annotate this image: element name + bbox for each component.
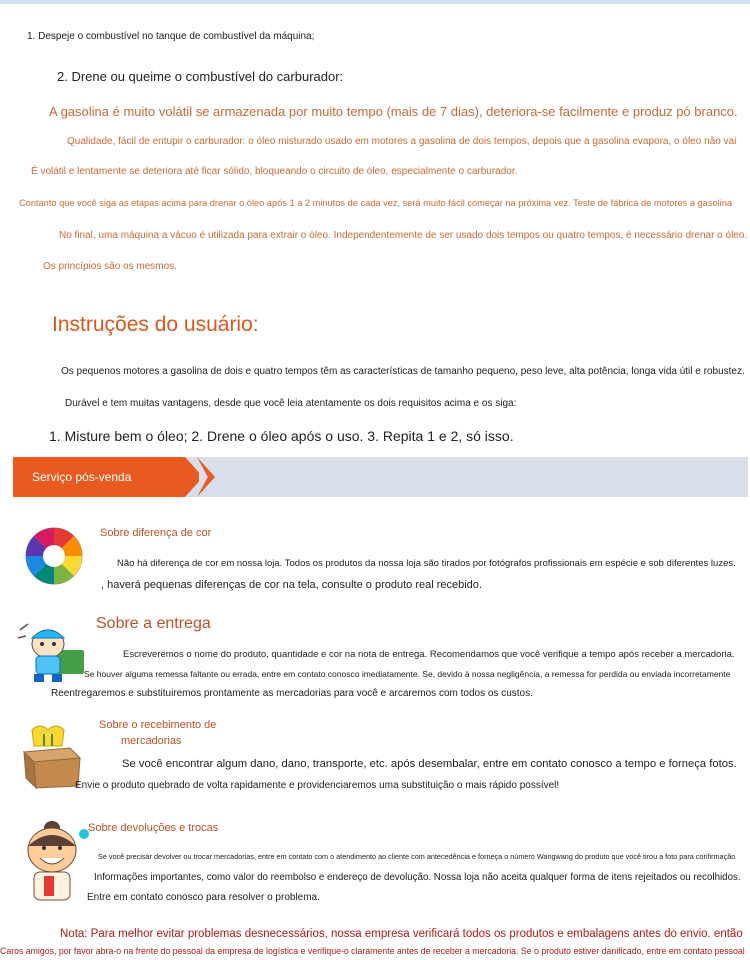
returns-section-text-1: Se você precisar devolver ou trocar mercadorias, entre em contato com o atendimento ao cliente com antecedência e forneça o número Wangwang do produto que você tirou a foto para confirmação: [98, 852, 736, 861]
color-section-title: Sobre diferença de cor: [100, 527, 212, 539]
instructions-summary: 1. Misture bem o óleo; 2. Drene o óleo após o uso. 3. Repita 1 e 2, só isso.: [49, 428, 514, 444]
intro-line-1: Qualidade, fácil de entupir o carburador: o óleo misturado usado em motores a gasolina de dois tempos, depois que a gasolina evapora, o óleo não vai: [67, 136, 737, 147]
returns-section-text-2: Informações importantes, como valor do reembolso e endereço de devolução. Nossa loja não aceita qualquer forma de itens rejeitados ou recolhidos.: [94, 872, 741, 883]
delivery-section-text-2: Se houver alguma remessa faltante ou errada, entre em contato conosco imediatamente. Se, devido à nossa negligência, a remessa for perdida ou enviada incorretamente: [84, 669, 731, 679]
color-section-text-2: , haverá pequenas diferenças de cor na tela, consulte o produto real recebido.: [101, 579, 482, 591]
service-character-icon: [16, 818, 92, 904]
volatility-warning: A gasolina é muito volátil se armazenada por muito tempo (mais de 7 dias), deteriora-se facilmente e produz pó branco.: [49, 104, 738, 119]
intro-line-5: Os princípios são os mesmos.: [43, 261, 177, 272]
package-box-icon: [14, 724, 84, 790]
instructions-line-2: Durável e tem muitas vantagens, desde que você leia atentamente os dois requisitos acima e os siga:: [65, 398, 517, 409]
intro-line-2: É volátil e lentamente se deteriora até ficar sólido, bloqueando o circuito de óleo, especialmente o carburador.: [31, 166, 518, 177]
delivery-section-text-1: Escreveremos o nome do produto, quantidade e cor na nota de entrega. Recomendamos que você verifique a tempo após receber a mercadoria.: [123, 649, 735, 660]
instructions-line-1: Os pequenos motores a gasolina de dois e quatro tempos têm as características de tamanho pequeno, peso leve, alta potência, longa vida útil e robustez.: [61, 366, 745, 377]
step-2-heading: 2. Drene ou queime o combustível do carburador:: [57, 69, 344, 84]
receipt-section-text-2: Envie o produto quebrado de volta rapidamente e providenciaremos uma substituição o mais rápido possível!: [75, 780, 560, 791]
after-sales-banner: [13, 457, 748, 497]
returns-section-title: Sobre devoluções e trocas: [88, 822, 219, 834]
note-line-1: Nota: Para melhor evitar problemas desnecessários, nossa empresa verificará todos os produtos e embalagens antes do envio. então: [60, 928, 743, 940]
instructions-title: Instruções do usuário:: [52, 313, 259, 336]
intro-line-4: No final, uma máquina a vácuo é utilizada para extrair o óleo. Independentemente de ser usado dois tempos ou quatro tempos, é necessário drenar o óleo.: [59, 230, 748, 241]
receipt-section-text-1: Se você encontrar algum dano, dano, transporte, etc. após desembalar, entre em contato conosco a tempo e forneça fotos.: [122, 758, 737, 770]
receipt-section-title-2: mercadorias: [121, 735, 182, 747]
returns-section-text-3: Entre em contato conosco para resolver o problema.: [87, 892, 320, 903]
step-1-text: 1. Despeje o combustível no tanque de combustível da máquina;: [27, 31, 315, 42]
after-sales-label: Serviço pós-venda: [32, 470, 132, 484]
color-wheel-icon: [24, 526, 84, 586]
color-section-text-1: Não há diferença de cor em nossa loja. Todos os produtos da nossa loja são tirados por fotógrafos profissionais em espécie e sob diferentes luzes.: [117, 558, 736, 569]
note-line-2: Caros amigos, por favor abra-o na frente do pessoal da empresa de logística e verifique-o claramente antes de receber a mercadoria. Se o produto estiver danificado, entre em contato pessoal: [0, 946, 745, 956]
intro-line-3: Contanto que você siga as etapas acima para drenar o óleo após 1 a 2 minutos de cada vez, será muito fácil começar na próxima vez. Teste de fábrica de motores a gasolina: [19, 198, 732, 208]
delivery-section-title: Sobre a entrega: [96, 615, 211, 632]
receipt-section-title-1: Sobre o recebimento de: [99, 719, 217, 731]
top-border: [0, 0, 750, 4]
delivery-section-text-3: Reentregaremos e substituiremos prontamente as mercadorias para você e arcaremos com todos os custos.: [51, 688, 533, 699]
delivery-courier-icon: [14, 620, 90, 688]
